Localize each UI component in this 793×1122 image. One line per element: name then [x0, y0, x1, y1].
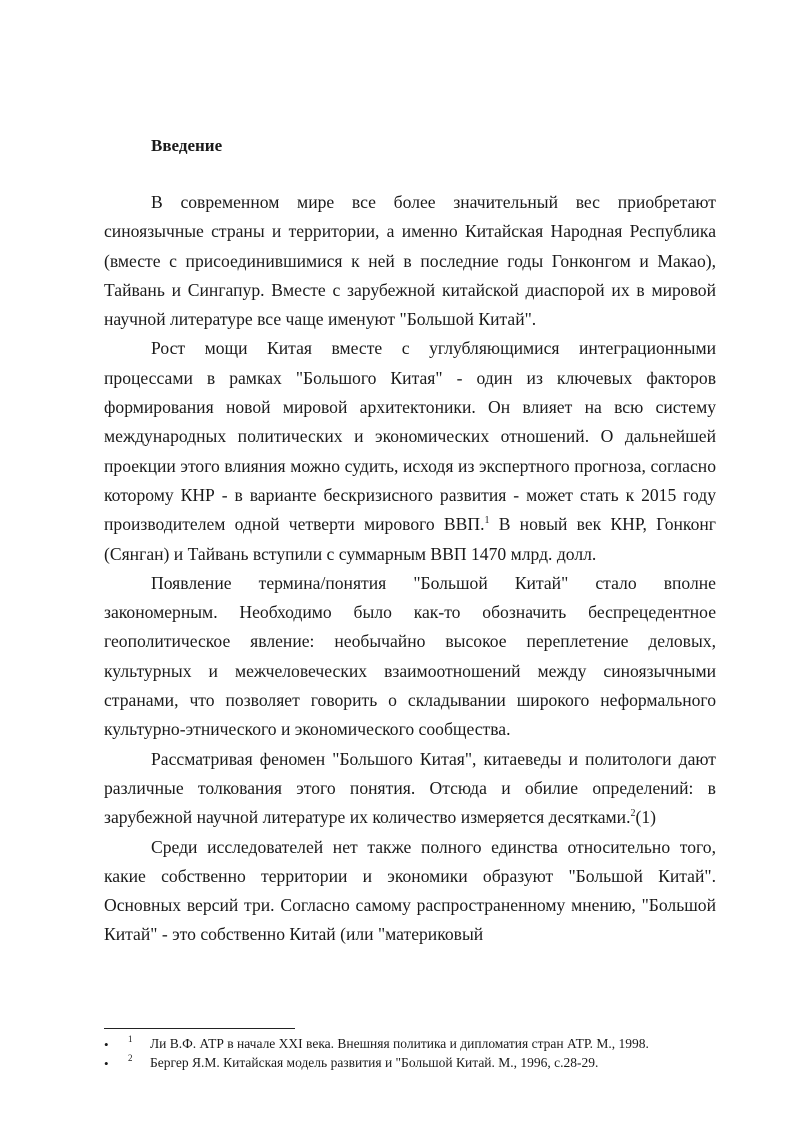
page-title: Введение	[151, 136, 223, 155]
footnote-ref-1[interactable]: 1	[484, 515, 490, 527]
footnote-ref-2[interactable]: 2	[630, 808, 636, 820]
footnote-text: Бергер Я.М. Китайская модель развития и "Большой Китай. М., 1996, с.28-29.	[150, 1055, 599, 1070]
footnote-2	[104, 1055, 724, 1070]
footnote-1	[104, 1036, 724, 1051]
paragraph-3: Появление термина/понятия "Большой Китай" стало вполне закономерным. Необходимо было как-то обозначить беспрецедентное геополитическое явление: необычайно высокое переплетение деловых, культурных и межчеловеческих взаимоотношений между синоязычными странами, что позволяет говорить о складывании широкого неформального культурно-этнического и экономического сообщества.	[104, 572, 716, 740]
footnote-mark: 1	[128, 1034, 133, 1044]
bullet-icon: •	[104, 1037, 109, 1052]
bullet-icon: •	[104, 1056, 109, 1071]
paragraph-1: В современном мире все более значительный вес приобретают синоязычные страны и территории, а именно Китайская Народная Республика (вместе с присоединившимися к ней в последние годы Гонконгом и Макао), Тайвань и Сингапур. Вместе с зарубежной китайской диаспорой их в мировой научной литературе все чаще именуют "Большой Китай".	[104, 192, 716, 330]
body-text	[104, 188, 716, 950]
footnote-mark: 2	[128, 1053, 133, 1063]
footnote-text: Ли В.Ф. АТР в начале XXI века. Внешняя политика и дипломатия стран АТР. М., 1998.	[150, 1036, 649, 1051]
paragraph-2: Рост мощи Китая вместе с углубляющимися интеграционными процессами в рамках "Большого Китая" - один из ключевых факторов формирования новой мировой архитектоники. Он влияет на всю систему международных политических и экономических отношений. О дальнейшей проекции этого влияния можно судить, исходя из экспертного прогноза, согласно которому КНР - в варианте бескризисного развития - может стать к 2015 году производителем одной четверти мирового ВВП.$^1$ В новый век КНР, Гонконг (Сянган) и Тайвань вступили с суммарным ВВП 1470 млрд. долл.	[104, 338, 716, 564]
paragraph-5: Среди исследователей нет также полного единства относительно того, какие собственно территории и экономики образуют "Большой Китай". Основных версий три. Согласно самому распространенному мнению, "Большой Китай" - это собственно Китай (или "материковый	[104, 836, 716, 945]
footnote-divider	[104, 1028, 295, 1029]
footnotes	[104, 1036, 724, 1074]
paragraph-4: Рассматривая феномен "Большого Китая", китаеведы и политологи дают различные толкования этого понятия. Отсюда и обилие определений: в зарубежной научной литературе их количество измеряется десятками.$^2$(1)	[104, 748, 716, 828]
